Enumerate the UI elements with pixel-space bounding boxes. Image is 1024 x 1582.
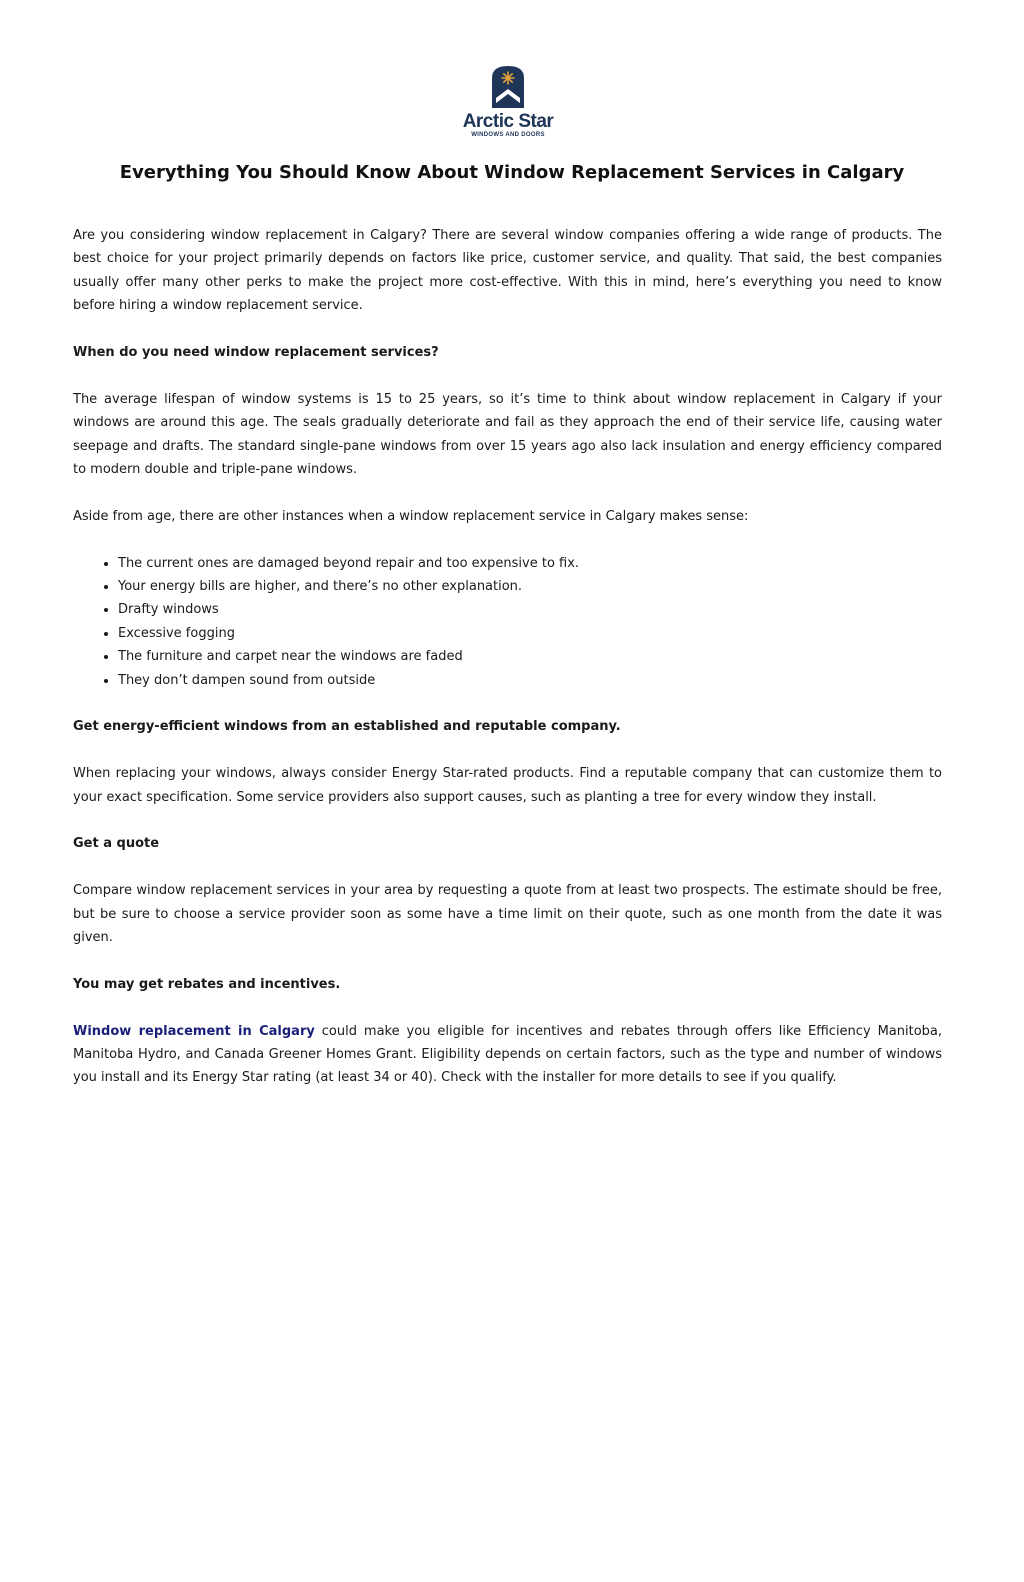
list-item: • Your energy bills are higher, and there’s no other explanation. — [118, 575, 942, 598]
company-logo — [452, 64, 564, 144]
page-title: Everything You Should Know About Window Replacement Services in Calgary — [119, 162, 905, 183]
list-item: • They don’t dampen sound from outside — [118, 669, 942, 692]
logo-tagline: WINDOWS AND DOORS — [471, 132, 545, 138]
quote-paragraph: Compare window replacement services in your area by requesting a quote from at least two prospects. The estimate should be free, but be sure to choose a service provider soon as some have a time limit on their quote, such as one month from the date it was given. — [73, 883, 942, 946]
article-body — [73, 224, 942, 1113]
heading-get-quote: Get a quote — [73, 836, 160, 852]
list-item: • Drafty windows — [118, 598, 942, 621]
energy-star-paragraph: When replacing your windows, always consider Energy Star-rated products. Find a reputable company that can customize them to your exact specification. Some service providers also support causes, such as planting a tree for every window they install. — [73, 766, 942, 805]
other-instances-paragraph: Aside from age, there are other instances when a window replacement service in Calgary makes sense: — [73, 508, 749, 524]
heading-rebates: You may get rebates and incentives. — [73, 976, 341, 992]
rebates-paragraph — [73, 1020, 942, 1090]
heading-when-replace: When do you need window replacement services? — [73, 345, 439, 361]
heading-energy-efficient: Get energy-efficient windows from an established and reputable company. — [73, 719, 621, 735]
list-item: • The current ones are damaged beyond repair and too expensive to fix. — [118, 552, 942, 575]
rebates-text: could make you eligible for incentives and rebates through offers like Efficiency Manitoba, Manitoba Hydro, and Canada Greener Homes Grant. Eligibility depends on certain factors, such as the type and number of windows you install and its Energy Star rating (at least 34 or 40). Check with the installer for more details to see if you qualify. — [73, 1023, 942, 1086]
lifespan-paragraph: The average lifespan of window systems is 15 to 25 years, so it’s time to think about window replacement in Calgary if your windows are around this age. The seals gradually deteriorate and fail as they approach the end of their service life, causing water seepage and drafts. The standard single-pane windows from over 15 years ago also lack insulation and energy efficiency compared to modern double and triple-pane windows. — [73, 391, 942, 478]
logo-name: Arctic Star — [462, 111, 554, 132]
reasons-list — [73, 552, 942, 692]
intro-paragraph: Are you considering window replacement in Calgary? There are several window companies offering a wide range of products. The best choice for your project primarily depends on factors like price, customer service, and quality. That said, the best companies usually offer many other perks to make the project more cost-effective. With this in mind, here’s everything you need to know before hiring a window replacement service. — [73, 228, 942, 314]
window-replacement-link[interactable]: Window replacement in Calgary — [73, 1023, 315, 1039]
list-item: • Excessive fogging — [118, 622, 942, 645]
list-item: • The furniture and carpet near the windows are faded — [118, 645, 942, 668]
arctic-star-logo-icon — [490, 64, 526, 110]
